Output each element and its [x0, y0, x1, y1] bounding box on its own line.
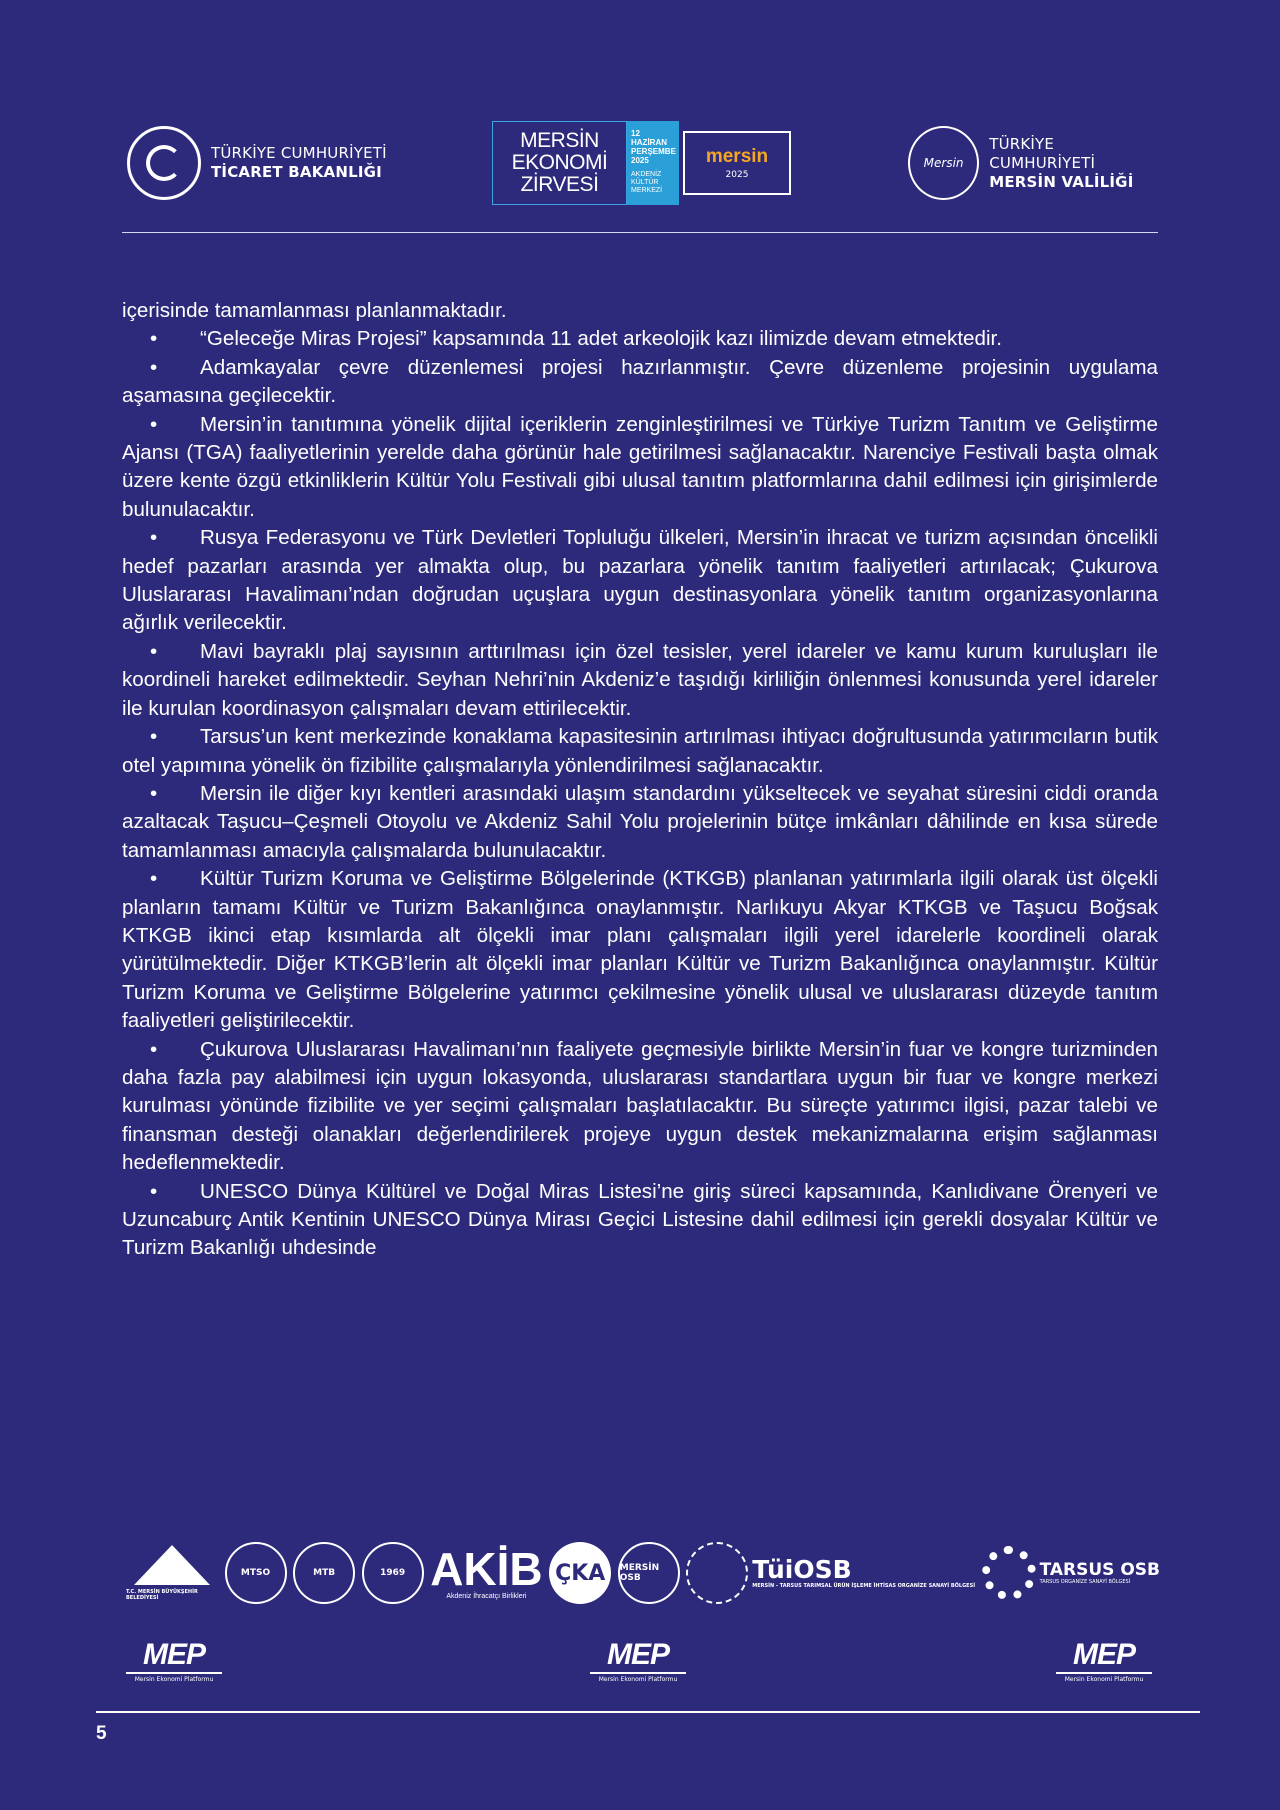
hexagon-pattern-icon	[686, 1542, 748, 1604]
mersin-year: 2025	[725, 170, 749, 180]
akib-logo	[430, 1542, 543, 1601]
bullet-icon: •	[150, 781, 158, 805]
bullet-text: “Geleceğe Miras Projesi” kapsamında 11 adet arkeolojik kazı ilimizde devam etmektedir.	[200, 327, 1002, 351]
mep-logo-left	[126, 1640, 222, 1683]
mep-underline	[126, 1672, 222, 1674]
bullet-icon: •	[150, 867, 158, 891]
mep-underline	[1056, 1672, 1152, 1674]
tuiosb-sub: MERSİN - TARSUS TARIMSAL ÜRÜN İŞLEME İHTİSAS ORGANİZE SANAYİ BÖLGESİ	[752, 1583, 976, 1589]
bullet-text: Çukurova Uluslararası Havalimanı’nın faaliyete geçmesiyle birlikte Mersin’in fuar ve kongre turizminden daha fazla pay alabilmesi için uygun lokasyonda, uluslararası standartlara uygun bir fuar ve kongre merkezi kurulması yönünde fizibilite ve yer seçimi çalışmaları başlatılacaktır. Bu süreçte yatırımcı ilgisi, pazar talebi ve finansman desteği olanakları değerlendirilerek projeye uygun destek mekanizmalarına erişim sağlanması hedeflenmektedir.	[122, 1037, 1158, 1175]
mep-underline	[590, 1672, 686, 1674]
mep-sub: Mersin Ekonomi Platformu	[134, 1676, 214, 1683]
bullet-icon: •	[150, 1179, 158, 1203]
mersin-brand: mersin	[705, 146, 769, 167]
mersin-barosu-logo: 1969	[362, 1542, 424, 1604]
bullet-text: Rusya Federasyonu ve Türk Devletleri Topluluğu ülkeleri, Mersin’in ihracat ve turizm açısından öncelikli hedef pazarları arasında yer almakta olup, bu pazarlara yönelik tanıtım faaliyetleri artırılacak; Çukurova Uluslararası Havalimanı’ndan doğrudan uçuşlara uygun destinasyonlara yönelik tanıtım organizasyonlarına ağırlık verilecektir.	[122, 526, 1158, 635]
gear-icon	[982, 1546, 1036, 1600]
tarsus-word: TARSUS OSB	[1039, 1560, 1160, 1580]
mountain-icon	[134, 1545, 210, 1585]
bullet-paragraph	[122, 325, 1158, 353]
bullet-text: Adamkayalar çevre düzenlemesi projesi hazırlanmıştır. Çevre düzenleme projesinin uygulama aşamasına geçilecektir.	[122, 355, 1158, 408]
bullet-icon: •	[150, 1037, 158, 1061]
mep-word: MEP	[606, 1638, 669, 1671]
bullet-icon: •	[150, 412, 158, 436]
tuiosb-word: TüiOSB	[752, 1555, 852, 1584]
mbb-caption: T.C. MERSİN BÜYÜKŞEHİR BELEDİYESİ	[126, 1589, 198, 1601]
bullet-text: Mersin’in tanıtımına yönelik dijital içeriklerin zenginleştirilmesi ve Türkiye Turizm Tanıtım ve Geliştirme Ajansı (TGA) faaliyetlerinin yerelde daha görünür hale getirilmesi sağlanacaktır. Narenciye Festivali başta olmak üzere kente özgü etkinliklerin Kültür Yolu Festivali gibi ulusal tanıtım platformlarına dahil edilmesi için girişimlerde bulunulacaktır.	[122, 412, 1158, 521]
mep-logo-center	[590, 1640, 686, 1683]
bullet-paragraph	[122, 354, 1158, 411]
ministry-seal-icon	[127, 126, 201, 200]
bullet-paragraph	[122, 865, 1158, 1035]
ticaret-bakanligi-logo	[127, 126, 387, 200]
event-line2: EKONOMİ	[511, 151, 608, 174]
right-org-line1: TÜRKİYE CUMHURİYETİ	[989, 134, 1096, 172]
akib-sub: Akdeniz İhracatçı Birlikleri	[446, 1592, 527, 1600]
mersin-buyuksehir-logo	[126, 1542, 218, 1604]
tarsus-osb-logo	[982, 1546, 1160, 1600]
left-org-line2: TİCARET BAKANLIĞI	[211, 163, 382, 181]
bullet-text: Mavi bayraklı plaj sayısının arttırılması için özel tesisler, yerel idareler ve kamu kurum kuruluşları ile koordineli hareket edilmektedir. Seyhan Nehri’nin Akdeniz’e taşıdığı kirliliğin önlenmesi konusunda yerel idareler ile kurulan koordinasyon çalışmaları devam ettirilecektir.	[122, 639, 1158, 720]
bullet-paragraph	[122, 1036, 1158, 1178]
mep-sub: Mersin Ekonomi Platformu	[598, 1676, 678, 1683]
tarsus-sub: TARSUS ORGANİZE SANAYİ BÖLGESİ	[1039, 1579, 1131, 1585]
bullet-text: UNESCO Dünya Kültürel ve Doğal Miras Listesi’ne giriş süreci kapsamında, Kanlıdivane Örenyeri ve Uzuncaburç Antik Kentinin UNESCO Dünya Mirası Geçici Listesine dahil edilmesi için gerekli dosyalar Kültür ve Turizm Bakanlığı uhdesinde	[122, 1179, 1158, 1260]
bullet-text: Mersin ile diğer kıyı kentleri arasındaki ulaşım standardını yükseltecek ve seyahat süresini ciddi oranda azaltacak Taşucu–Çeşmeli Otoyolu ve Akdeniz Sahil Yolu projelerinin bütçe imkânları dâhilinde en kısa sürede tamamlanması amacıyla çalışmalarda bulunulacaktır.	[122, 781, 1158, 862]
bullet-paragraph	[122, 524, 1158, 638]
mersin-ekonomi-zirvesi-logo	[492, 121, 791, 205]
event-line3: ZİRVESİ	[520, 173, 599, 196]
mep-logo-right	[1056, 1640, 1152, 1683]
left-org-line1: TÜRKİYE CUMHURİYETİ	[211, 144, 387, 162]
mersin-valiligi-logo	[908, 126, 1158, 200]
bullet-paragraph	[122, 638, 1158, 723]
header-divider	[122, 232, 1158, 233]
mep-word: MEP	[142, 1638, 205, 1671]
body-text	[122, 297, 1158, 1263]
partner-logos	[126, 1538, 1160, 1608]
event-line1: MERSİN	[520, 129, 599, 152]
mep-sub: Mersin Ekonomi Platformu	[1064, 1676, 1144, 1683]
bullet-icon: •	[150, 639, 158, 663]
bullet-paragraph	[122, 1178, 1158, 1263]
page-header	[122, 118, 1158, 208]
event-date-block	[627, 121, 679, 205]
event-date1: 12 HAZİRAN	[631, 129, 667, 147]
cukurova-kalkinma-ajansi-logo: ÇKA	[549, 1542, 611, 1604]
mersin-ticaret-borsasi-logo: MTB	[293, 1542, 355, 1604]
page-number: 5	[96, 1723, 107, 1744]
bullet-icon: •	[150, 526, 158, 550]
bullet-paragraph	[122, 780, 1158, 865]
event-date3: 2025	[631, 156, 649, 165]
akib-word: AKİB	[430, 1542, 543, 1595]
mep-word: MEP	[1072, 1638, 1135, 1671]
tuiosb-logo	[686, 1542, 975, 1604]
mersin-osb-logo: MERSİN OSB	[618, 1542, 680, 1604]
bullet-text: Kültür Turizm Koruma ve Geliştirme Bölgelerinde (KTKGB) planlanan yatırımlarla ilgili olarak üst ölçekli planların tamamı Kültür ve Turizm Bakanlığınca onaylanmıştır. Narlıkuyu Akyar KTKGB ve Taşucu Boğsak KTKGB ikinci etap kısımlarda alt ölçekli imar planı çalışmaları ilgili yerel idarelerle koordineli olarak yürütülmektedir. Diğer KTKGB’lerin alt ölçekli imar planları Kültür ve Turizm Bakanlığınca onaylanmıştır. Kültür Turizm Koruma ve Geliştirme Bölgelerine yatırımcı çekilmesine yönelik ulusal ve uluslararası düzeyde tanıtım faaliyetleri geliştirilecektir.	[122, 867, 1158, 1033]
bullet-icon: •	[150, 327, 158, 351]
right-org-line2: MERSİN VALİLİĞİ	[989, 172, 1134, 191]
bullet-icon: •	[150, 725, 158, 749]
event-date2: PERŞEMBE	[631, 147, 676, 156]
bullet-icon: •	[150, 355, 158, 379]
footer-divider	[96, 1711, 1200, 1713]
event-venue: AKDENİZ KÜLTÜR MERKEZİ	[631, 171, 663, 194]
bullet-paragraph	[122, 723, 1158, 780]
bullet-text: Tarsus’un kent merkezinde konaklama kapasitesinin artırılması ihtiyacı doğrultusunda yatırımcıların butik otel yapımına yönelik ön fizibilite çalışmalarıyla yönlendirilmesi sağlanacaktır.	[122, 725, 1158, 777]
bullet-paragraph	[122, 411, 1158, 525]
mtso-logo: MTSO	[225, 1542, 287, 1604]
intro-paragraph: içerisinde tamamlanması planlanmaktadır.	[122, 299, 507, 322]
governorship-seal-icon: Mersin	[908, 126, 979, 200]
mersin-2025-logo	[683, 131, 791, 195]
